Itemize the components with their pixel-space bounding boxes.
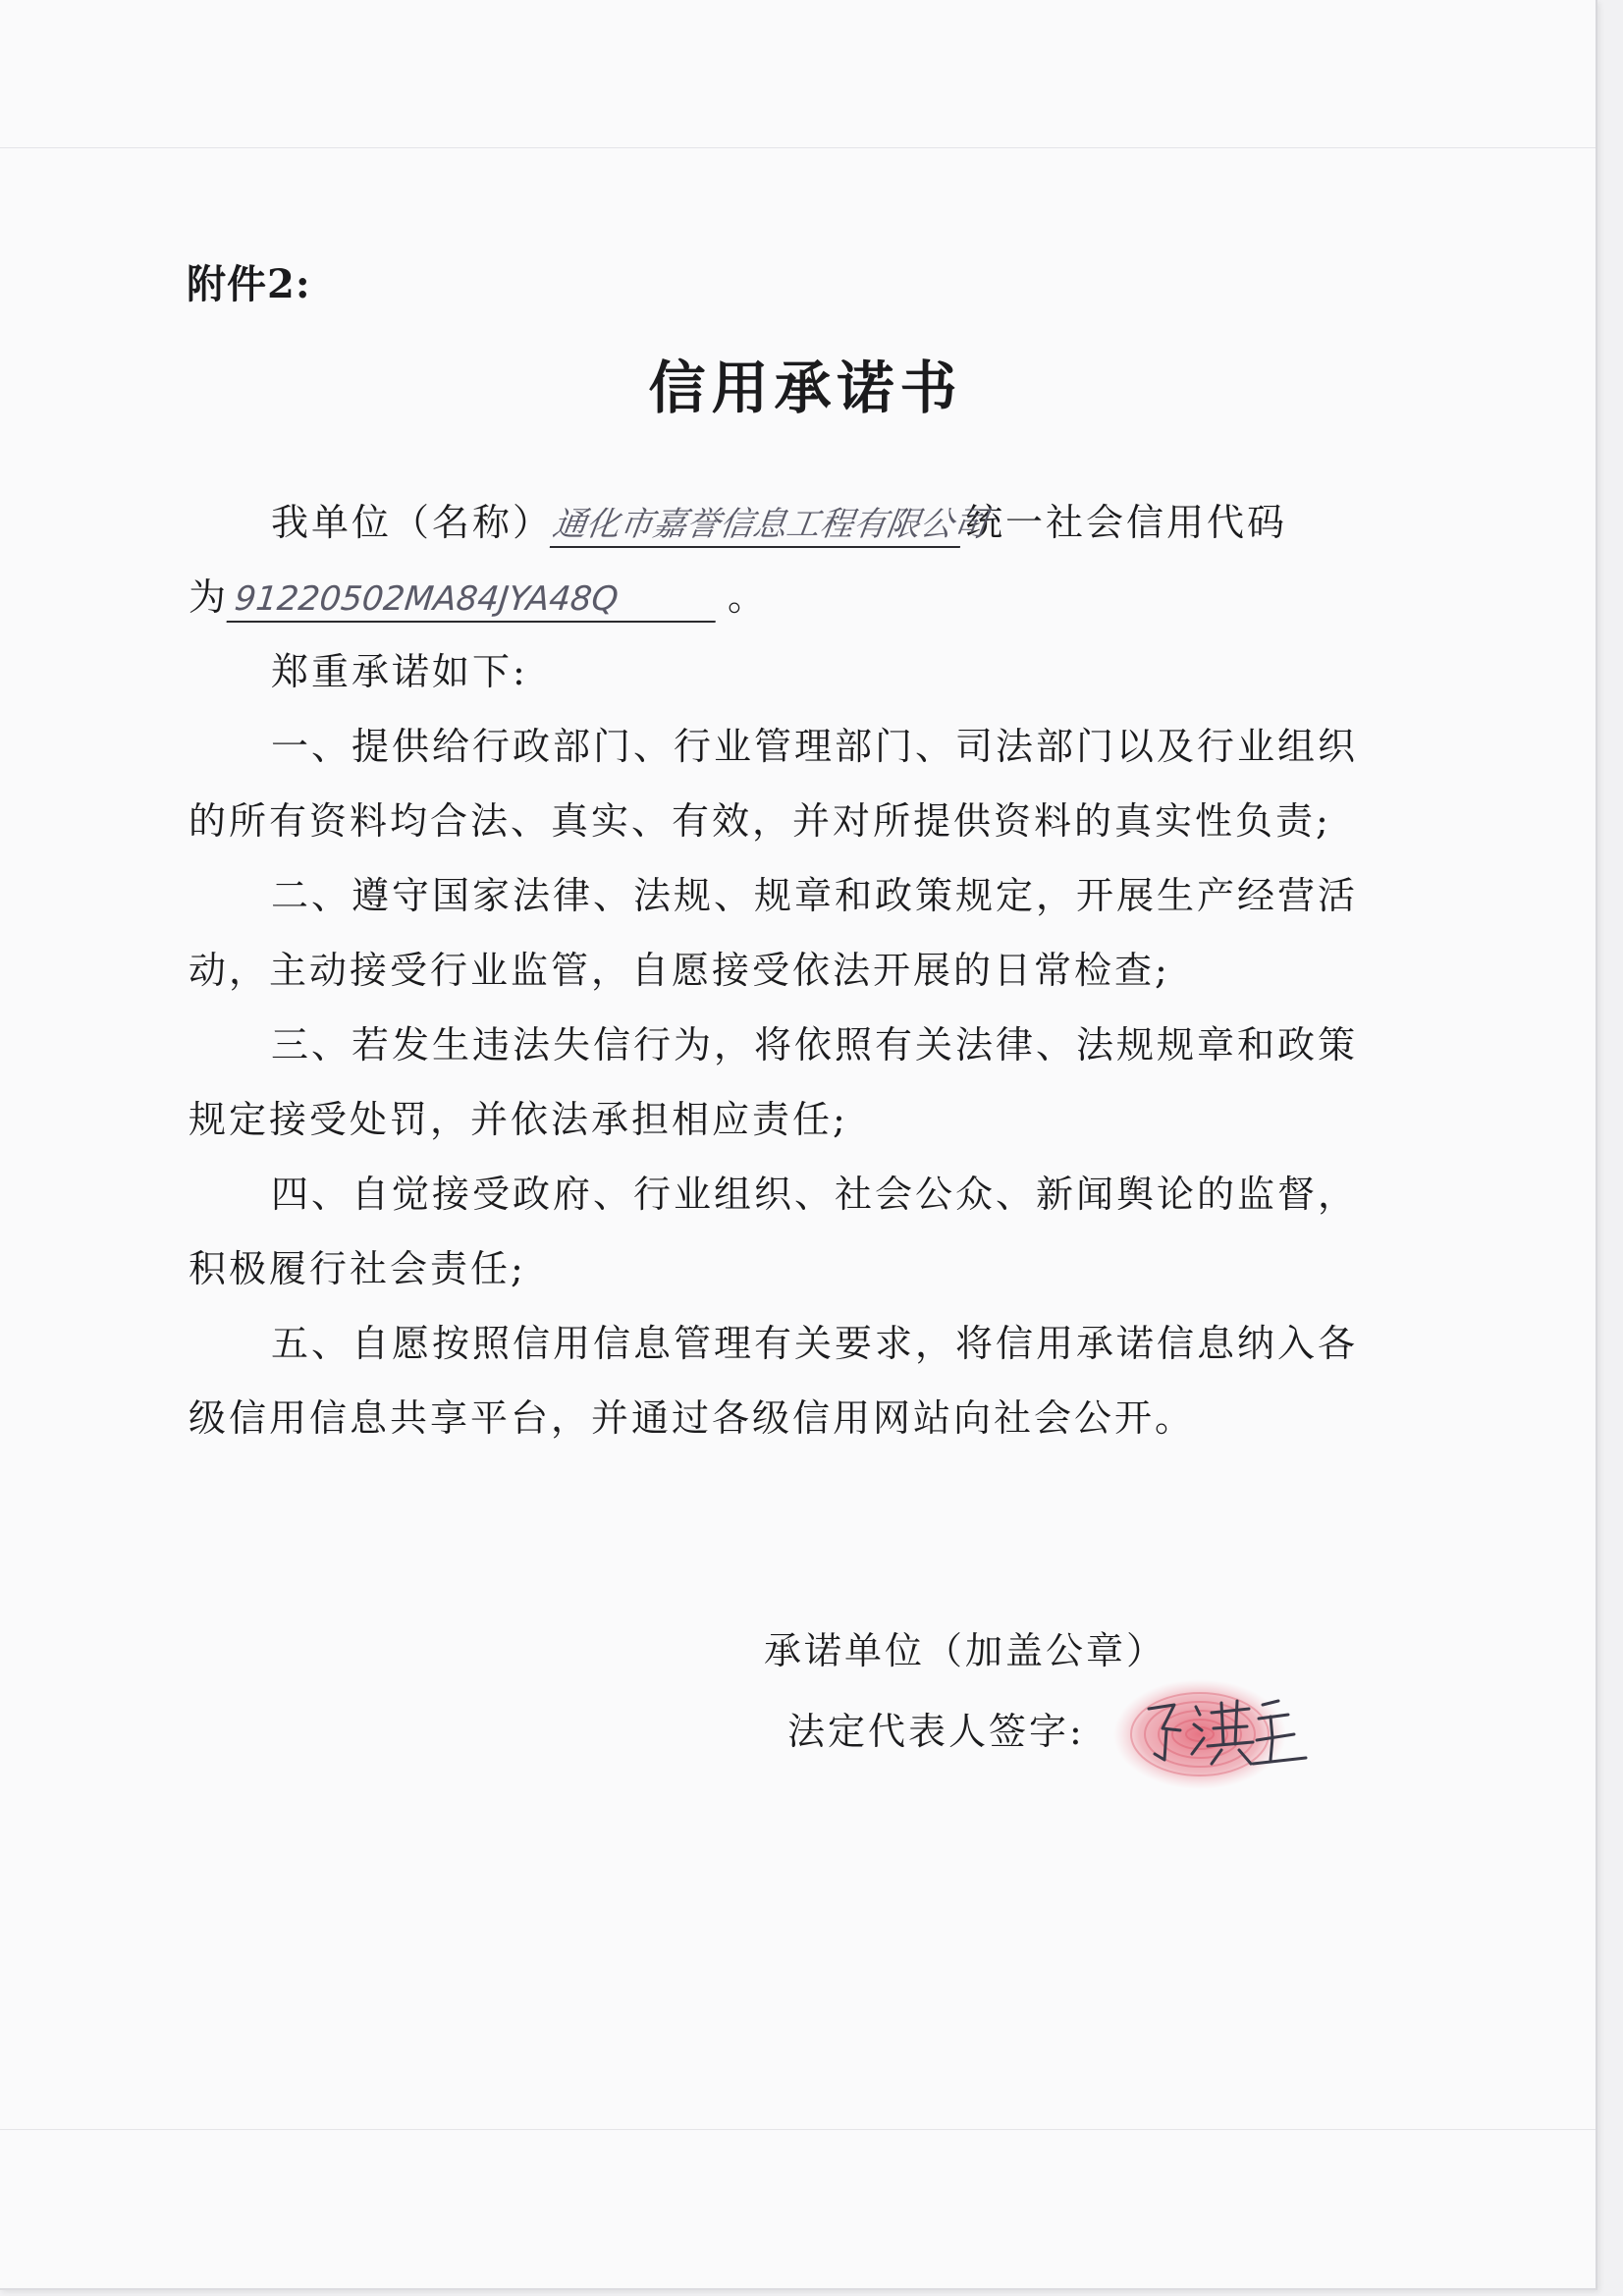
code-line-prefix: 为 bbox=[189, 575, 230, 619]
code-line-suffix: 。 bbox=[728, 575, 769, 619]
intro-line-2 bbox=[189, 560, 1394, 634]
red-fingerprint-icon bbox=[1106, 1669, 1322, 1797]
committing-unit-label: 承诺单位（加盖公章） bbox=[764, 1629, 1167, 1672]
company-name-handwritten: 通化市嘉誉信息工程有限公司 bbox=[550, 503, 966, 548]
clause-2-line-1: 二、遵守国家法律、法规、规章和政策规定，开展生产经营活 bbox=[271, 874, 1359, 917]
scan-artifact-line bbox=[0, 2129, 1596, 2130]
intro-prefix: 我单位（名称） bbox=[271, 501, 554, 544]
clause-2-line-2: 动，主动接受行业监管，自愿接受依法开展的日常检查; bbox=[189, 949, 1170, 992]
clause-1-line-2: 的所有资料均合法、真实、有效，并对所提供资料的真实性负责; bbox=[189, 799, 1331, 843]
document-body bbox=[189, 485, 1394, 1455]
promise-heading: 郑重承诺如下: bbox=[271, 650, 528, 693]
signature-with-fingerprint bbox=[1106, 1669, 1322, 1797]
intro-line-1 bbox=[189, 485, 1394, 560]
clause-5-line-2: 级信用信息共享平台，并通过各级信用网站向社会公开。 bbox=[189, 1396, 1196, 1440]
credit-code-label: 统一社会信用代码 bbox=[965, 501, 1288, 544]
clause-3-line-2: 规定接受处罚，并依法承担相应责任; bbox=[189, 1098, 848, 1141]
clause-4-line-1: 四、自觉接受政府、行业组织、社会公众、新闻舆论的监督， bbox=[271, 1173, 1359, 1216]
legal-representative-label: 法定代表人签字: bbox=[787, 1710, 1085, 1753]
scan-artifact-line bbox=[0, 147, 1596, 148]
clause-3-line-1: 三、若发生违法失信行为，将依照有关法律、法规规章和政策 bbox=[271, 1023, 1359, 1066]
clause-1-line-1: 一、提供给行政部门、行业管理部门、司法部门以及行业组织 bbox=[271, 725, 1359, 768]
attachment-label: 附件2: bbox=[187, 261, 311, 307]
clause-4-line-2: 积极履行社会责任; bbox=[189, 1247, 526, 1290]
document-title: 信用承诺书 bbox=[648, 355, 963, 421]
clause-5-line-1: 五、自愿按照信用信息管理有关要求，将信用承诺信息纳入各 bbox=[271, 1322, 1359, 1365]
credit-code-handwritten: 91220502MA84JYA48Q bbox=[227, 577, 721, 623]
